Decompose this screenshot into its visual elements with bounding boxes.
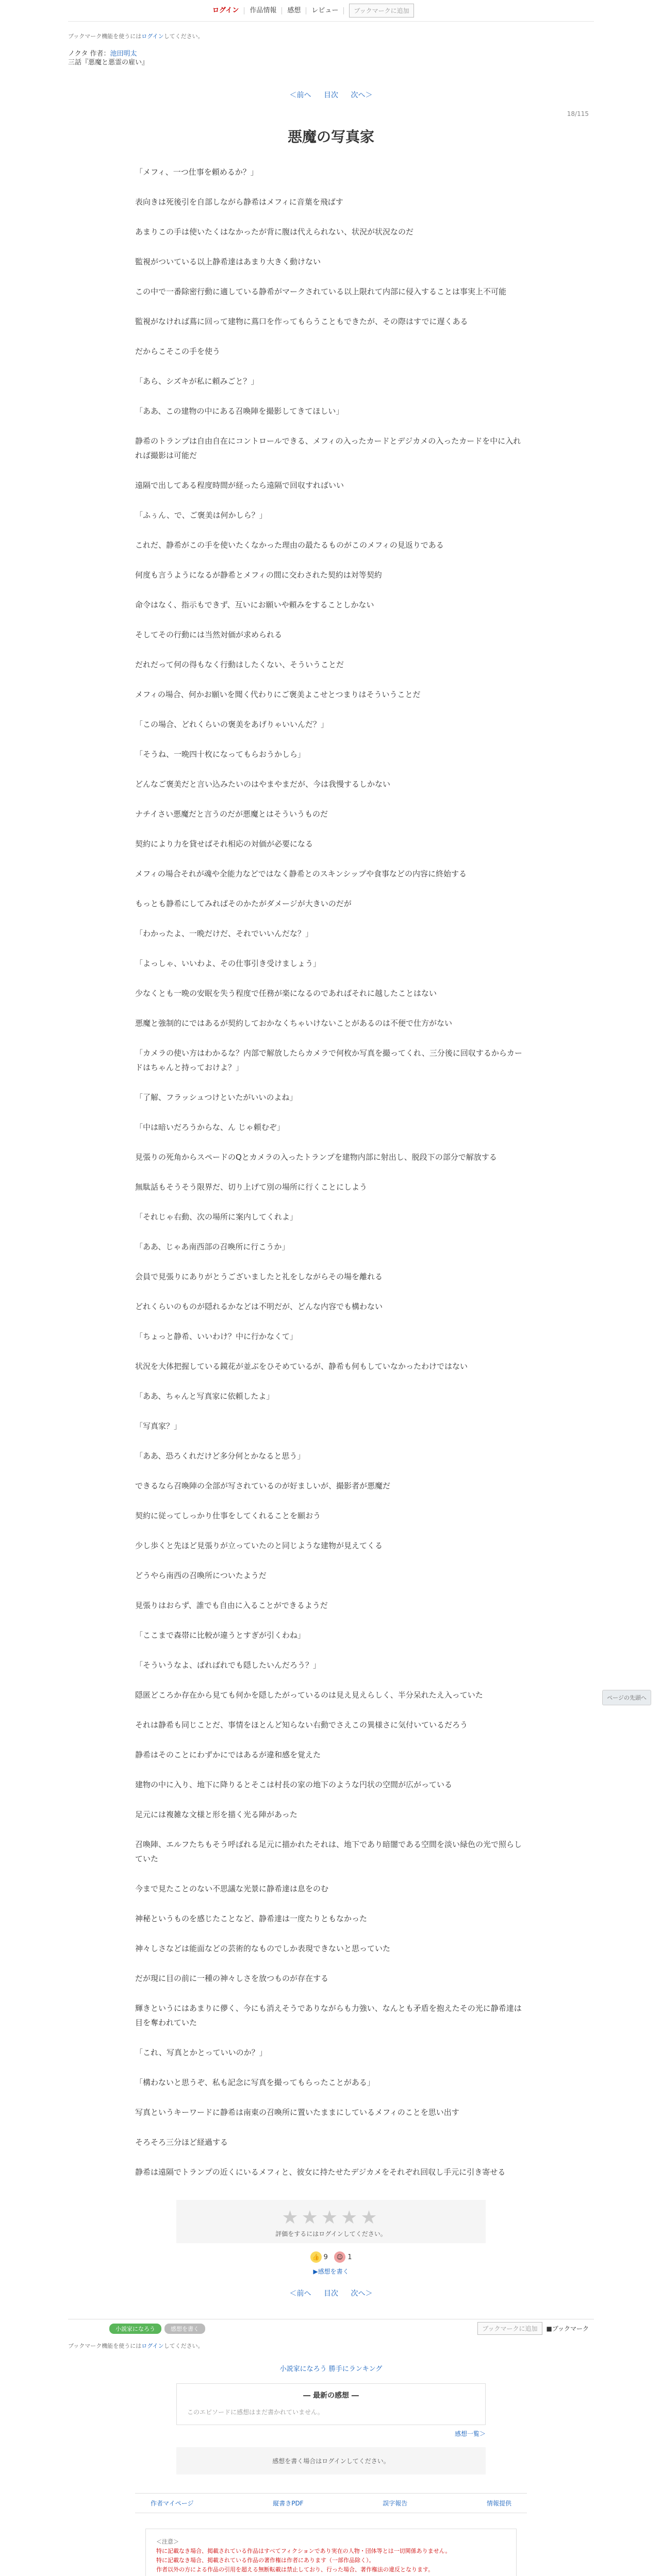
paragraph: 契約により力を貸せばそれ相応の対価が必要になる — [135, 839, 313, 849]
paragraph: 遠隔で出してある程度時間が経ったら遠隔で回収すればいい — [135, 481, 344, 490]
paragraph: どれくらいのものが隠れるかなどは不明だが、どんな内容でも構わない — [135, 1302, 383, 1311]
author-link[interactable]: 池田明太 — [110, 50, 137, 58]
bookmark-add-button[interactable]: ブックマークに追加 — [349, 4, 413, 18]
paragraph: 建物の中に入り、地下に降りるとそこは村長の家の地下のような円状の空間が広がっている — [135, 1780, 453, 1789]
tag-site[interactable]: 小説家になろう — [109, 2324, 161, 2334]
smile-icon: ☺ — [334, 2251, 345, 2263]
bookmark-note: ブックマーク機能を使うにはログインしてください。 — [68, 33, 204, 40]
paragraph: 少なくとも一晩の安眠を失う程度で任務が楽になるのであればそれに越したことはない — [135, 989, 437, 998]
paragraph: 「ちょっと静希、いいわけ？中に行かなくて」 — [135, 1332, 298, 1341]
nav-impressions[interactable]: 感想 — [282, 7, 306, 14]
notice-red-3: 作者以外の方による作品の引用を超える無断転載は禁止しており、行った場合、著作権法の違反となります。 — [156, 2566, 434, 2573]
paragraph: 命令はなく、指示もできず、互いにお願いや頼みをすることしかない — [135, 600, 374, 609]
notice-red-1: 特に記載なき場合、掲載されている作品はすべてフィクションであり実在の人物・団体等とは一切関係ありません。 — [156, 2548, 451, 2554]
paragraph: もっとも静希にしてみればそのかたがダメージが大きいのだが — [135, 899, 352, 908]
chapter-title: 三話『悪魔と悪霊の雇い』 — [68, 59, 149, 66]
notice-box — [145, 2529, 517, 2576]
toc-link[interactable]: 目次 — [324, 91, 338, 99]
paragraph: 足元には複雑な文様と形を描く光る陣があった — [135, 1810, 297, 1819]
paragraph: 「メフィ、一つ仕事を頼めるか？」 — [135, 167, 258, 177]
center-links — [68, 2363, 594, 2373]
paragraph: 神々しさなどは能面などの芸術的なものでしか表現できないと思っていた — [135, 1944, 391, 1953]
prev-link[interactable]: ＜前へ — [289, 91, 311, 99]
paragraph: 表向きは死後引を自部しながら静希はメフィに音葉を飛ばす — [135, 197, 343, 207]
page — [68, 0, 647, 2576]
paragraph: 「構わないと思うぞ、私も記念に写真を撮ってもらったことがある」 — [135, 2078, 375, 2087]
bookmark-note-bottom: ブックマーク機能を使うにはログインしてください。 — [68, 2343, 204, 2349]
bookmark-link-bottom[interactable]: ■ブックマーク — [546, 2325, 589, 2332]
paragraph: 見張りはおらず、誰でも自由に入ることができるようだ — [135, 1601, 328, 1610]
prev-link-bottom[interactable]: ＜前へ — [289, 2290, 311, 2298]
paragraph: 召喚陣、エルフたちもそう呼ばれる足元に描かれたそれは、地下であり暗闇である空間を淡い緑色の光で照らしていた — [135, 1840, 522, 1863]
paragraph: そろそろ三分ほど経過する — [135, 2138, 228, 2147]
paragraph: これだ、静希がこの手を使いたくなかった理由の最たるものがこのメフィの見返りである — [135, 540, 444, 550]
paragraph: どんなご褒美だと言い込みたいのはやまやまだが、今は我慢するしかない — [135, 779, 391, 789]
footer-links — [135, 2493, 527, 2513]
episode-number: 18/115 — [567, 110, 589, 117]
impressions-section — [176, 2383, 486, 2475]
paragraph: 無駄話もそうそう限界だ、切り上げて別の場所に行くことにしよう — [135, 1182, 368, 1192]
bookmark-login-link-bottom[interactable]: ログイン — [141, 2343, 164, 2349]
paragraph: だが現に目の前に一種の神々しさを放つものが存在する — [135, 1974, 329, 1983]
paragraph: 監視がなければ蔦に回って建物に蔦口を作ってもらうこともできたが、その際はすでに遅くある — [135, 317, 468, 326]
paragraph: 「よっしゃ、いいわよ、その仕事引き受けましょう」 — [135, 959, 321, 968]
reaction-like[interactable]: 👍 9 — [310, 2251, 328, 2263]
paragraph: どうやら南西の召喚所についたようだ — [135, 1571, 267, 1580]
paragraph: この中で一番除密行動に適している静希がマークされている以上限れて内部に侵入することは事実上不可能 — [135, 287, 507, 296]
paragraph: メフィの場合それが魂や全能力などではなく静希とのスキンシップや食事などの内容に終始する — [135, 869, 467, 878]
toc-link-bottom[interactable]: 目次 — [324, 2290, 338, 2298]
thumbs-up-icon: 👍 — [310, 2251, 322, 2263]
paragraph: できるなら召喚陣の全部が写されているのが好ましいが、撮影者が悪魔だ — [135, 1481, 391, 1490]
paragraph: 監視がついている以上静希達はあまり大きく動けない — [135, 257, 321, 266]
paragraph: 契約に従ってしっかり仕事をしてくれることを願おう — [135, 1511, 321, 1520]
paragraph: 「そういうなよ、ばればれでも隠したいんだろう？」 — [135, 1660, 321, 1670]
paragraph: 「あら、シズキが私に頼みごと？」 — [135, 377, 259, 386]
footer-link-mypage[interactable]: 作者マイページ — [151, 2500, 194, 2507]
paragraph: だれだって何の得もなく行動はしたくない、そういうことだ — [135, 660, 344, 669]
nav-info[interactable]: 作品情報 — [244, 7, 282, 14]
novel-body — [135, 165, 527, 2179]
paragraph: 「了解、フラッシュつけといたがいいのよね」 — [135, 1093, 297, 1102]
tag-impression[interactable]: 感想を書く — [164, 2324, 205, 2334]
footer-link-typo[interactable]: 誤字報告 — [383, 2500, 408, 2507]
bottom-bar — [68, 2319, 594, 2337]
paragraph: それは静希も同じことだ、事情をほとんど知らない右動でさえこの異様さに気付いているだろう — [135, 1720, 468, 1730]
paragraph: 状況を大体把握している鏡花が並ぶをひそめているが、静希も何もしていなかったわけではない — [135, 1362, 468, 1371]
paragraph: そしてその行動には当然対価が求められる — [135, 630, 283, 639]
paragraph: 悪魔と強制的にではあるが契約しておかなくちゃいけないことがあるのは不便で仕方がない — [135, 1019, 453, 1028]
paragraph: 今まで見たことのない不思議な光景に静希達は息をのむ — [135, 1884, 329, 1893]
paragraph: 神秘というものを感じたことなど、静希達は一度たりともなかった — [135, 1914, 368, 1923]
link-ranking[interactable]: 勝手にランキング — [328, 2365, 383, 2373]
paragraph: 写真というキーワードに静希は南東の召喚所に置いたままにしているメフィのことを思い出す — [135, 2108, 459, 2117]
pager-top — [68, 90, 594, 100]
paragraph: 「ふぅん、で、ご褒美は何かしら？」 — [135, 511, 267, 520]
impressions-more-link[interactable]: 感想一覧＞ — [454, 2430, 486, 2437]
top-nav — [68, 0, 594, 22]
paragraph: 何度も言うようになるが静希とメフィの間に交わされた契約は対等契約 — [135, 570, 382, 580]
rating-stars[interactable]: ★★★★★ — [282, 2207, 380, 2228]
paragraph: 静希はそのことにわずかにではあるが違和感を覚えた — [135, 1750, 321, 1759]
paragraph: 「ここまで森帯に比較が違うとすぎが引くわね」 — [135, 1631, 306, 1640]
paragraph: 「この場合、どれくらいの褒美をあげりゃいいんだ？」 — [135, 720, 329, 729]
paragraph: 「ああ、恐ろくれだけど多分何とかなると思う」 — [135, 1451, 305, 1461]
reaction-other[interactable]: ☺ 1 — [334, 2251, 352, 2263]
notice-red-2: 特に記載なき場合、掲載されている作品の著作権は作者にあります（一部作品除く）。 — [156, 2557, 375, 2564]
paragraph: 会員で見張りにありがとうございましたと礼をしながらその場を離れる — [135, 1272, 383, 1281]
paragraph: 「ああ、この建物の中にある召喚陣を撮影してきてほしい」 — [135, 406, 344, 416]
paragraph: 「ああ、ちゃんと写真家に依頼したよ」 — [135, 1392, 274, 1401]
paragraph: メフィの場合、何かお願いを聞く代わりにご褒美よこせとつまりはそういうことだ — [135, 690, 421, 699]
impressions-login-note: 感想を書く場合はログインしてください。 — [176, 2447, 486, 2475]
paragraph: 「ああ、じゃあ南西部の召喚所に行こうか」 — [135, 1242, 290, 1251]
nav-login[interactable]: ログイン — [212, 7, 244, 14]
paragraph: 「写真家？」 — [135, 1421, 182, 1431]
paragraph: 「そうね、一晩四十枚になってもらおうかしら」 — [135, 750, 306, 759]
bookmark-login-link[interactable]: ログイン — [141, 33, 164, 40]
paragraph: 「それじゃ右動、次の場所に案内してくれよ」 — [135, 1212, 298, 1222]
rating-note: 評価をするにはログインしてください。 — [275, 2230, 387, 2238]
impressions-empty: このエピソードに感想はまだ書かれていません。 — [187, 2409, 324, 2416]
nav-review[interactable]: レビュー — [306, 7, 344, 14]
scroll-top-button[interactable]: ページの先頭へ — [602, 1690, 651, 1705]
write-impression-link[interactable]: ▶感想を書く — [313, 2268, 349, 2275]
paragraph: あまりこの手は使いたくはなかったが背に腹は代えられない、状況が状況なのだ — [135, 227, 414, 236]
paragraph: 「これ、写真とかとっていいのか？」 — [135, 2048, 267, 2057]
pager-bottom — [68, 2288, 594, 2298]
series-line: ノクタ 作者： — [68, 50, 110, 58]
paragraph: 輝きというにはあまりに儚く、今にも消えそうでありながらも力強い、なんとも矛盾を抱えたその光に静希達は目を奪われていた — [135, 2004, 522, 2027]
paragraph: ナチイさい悪魔だと言うのだが悪魔とはそういうものだ — [135, 809, 328, 819]
episode-title: 悪魔の写真家 — [287, 128, 374, 145]
series-info — [68, 49, 594, 67]
link-narou[interactable]: 小説家になろう — [279, 2365, 327, 2373]
paragraph: 「わかったよ、一晩だけだ、それでいいんだな？」 — [135, 929, 313, 938]
paragraph: 静希のトランプは自由自在にコントロールできる、メフィの入ったカードとデジカメの入ったカードを中に入れれば撮影は可能だ — [135, 436, 521, 460]
notice-head: ＜注意＞ — [156, 2538, 179, 2545]
paragraph: 「カメラの使い方はわかるな？内部で解放したらカメラで何枚か写真を撮ってくれ、三分後に回収するからカードはちゃんと持っておけよ？」 — [135, 1048, 522, 1072]
paragraph: だからこそこの手を使う — [135, 347, 221, 356]
paragraph: 見張りの死角からスペードのQとカメラの入ったトランプを建物内部に射出し、脱段下の部分で解放する — [135, 1153, 497, 1162]
rating-box — [176, 2200, 486, 2243]
paragraph: 少し歩くと先ほど見張りが立っていたのと同じような建物が見えてくる — [135, 1541, 383, 1550]
footer-link-pdf[interactable]: 縦書きPDF — [273, 2500, 304, 2507]
bookmark-add-button-bottom[interactable]: ブックマークに追加 — [477, 2322, 542, 2335]
next-link[interactable]: 次へ＞ — [351, 91, 373, 99]
next-link-bottom[interactable]: 次へ＞ — [351, 2290, 373, 2298]
impressions-title: ― 最新の感想 ― — [303, 2392, 359, 2400]
footer-link-info[interactable]: 情報提供 — [486, 2500, 511, 2507]
paragraph: 静希は遠隔でトランプの近くにいるメフィと、彼女に持たせたデジカメをそれぞれ回収し手元に引き寄せる — [135, 2167, 506, 2177]
reactions — [68, 2251, 594, 2276]
paragraph: 隠匿どころか存在から見ても何かを隠したがっているのは見え見えらしく、半分呆れたえ入っていた — [135, 1690, 483, 1700]
paragraph: 「中は暗いだろうからな、ん じゃ頼むぞ」 — [135, 1123, 285, 1132]
